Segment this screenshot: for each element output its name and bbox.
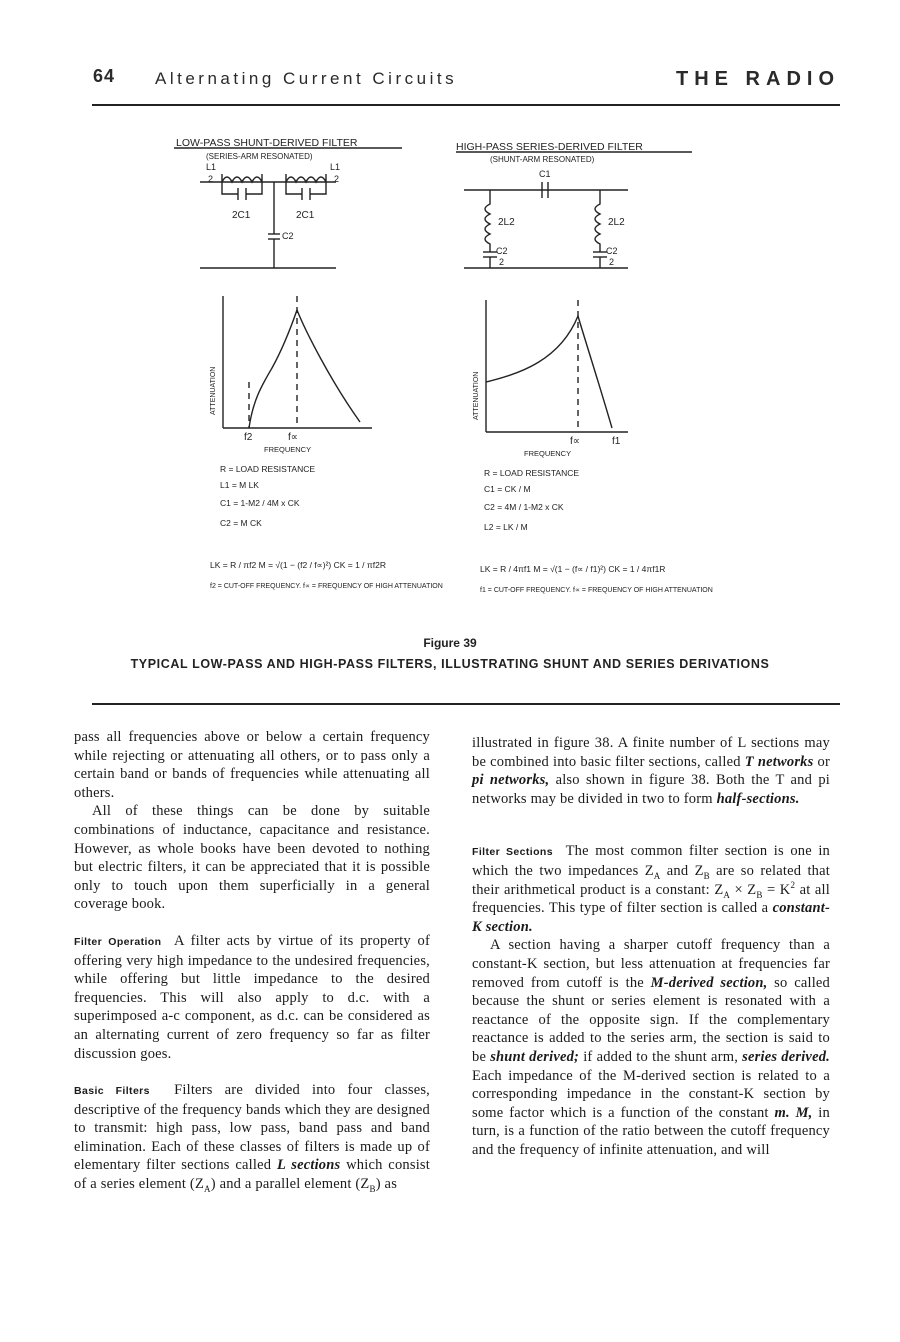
low-pass-cap-right (286, 182, 326, 194)
running-title: Alternating Current Circuits (155, 69, 458, 88)
high-pass-curve (486, 316, 612, 428)
low-pass-eq-2: L1 = M LK (220, 480, 259, 490)
high-pass-coil-left (485, 190, 490, 252)
high-pass-c2-den-right: 2 (609, 257, 615, 267)
t-networks-term: T networks (744, 753, 814, 770)
journal-name: THE RADIO (676, 68, 840, 90)
low-pass-y-label: ATTENUATION (210, 366, 217, 415)
filter-sections-text-f: at all frequencies. This type of filter section is called a (472, 881, 830, 917)
m-derived-text-a: A section having a sharper cutoff frequency than a constant-K section, but less attenuation at frequencies far removed from cutoff is the (472, 937, 830, 991)
low-pass-footnote: f2 = CUT-OFF FREQUENCY. f∝ = FREQUENCY OF HIGH ATTENUATION (210, 583, 443, 590)
figure-caption: TYPICAL LOW-PASS AND HIGH-PASS FILTERS, ILLUSTRATING SHUNT AND SERIES DERIVATIONS (130, 657, 770, 671)
basic-filters-text-b: which consist of a series element (Z (74, 1157, 430, 1193)
m-derived-paragraph (472, 936, 830, 1159)
high-pass-y-label: ATTENUATION (473, 371, 480, 420)
filter-sections-text-b: and Z (660, 862, 704, 879)
low-pass-f2-mark: f2 (244, 432, 253, 443)
high-pass-finf-mark: f∝ (570, 436, 580, 447)
low-pass-cap-left (222, 182, 262, 194)
high-pass-c2-right: C2 (606, 246, 618, 256)
low-pass-title: LOW-PASS SHUNT-DERIVED FILTER (176, 137, 358, 149)
right-p1-text-a: illustrated in figure 38. A finite number of L sections may be combined into basic filter sections, called (472, 735, 830, 770)
filter-operation-paragraph (74, 932, 430, 1063)
constant-k-term: constant-K section. (472, 900, 830, 935)
filter-operation-text: A filter acts by virtue of its property of offering very high impedance to the undesired frequencies, while offering but little impedance to the desired frequencies. This will also apply to d.c. with a superimposed a-c component, as d.c. can be considered as an alternating current of zero frequency so far as filter discussion goes. (74, 932, 430, 1062)
high-pass-eq-3: C2 = 4M / 1-M2 x CK (484, 502, 564, 512)
low-pass-eq-1: R = LOAD RESISTANCE (220, 464, 316, 474)
filter-sections-text-a: The most common filter section is one in which the two impedances Z (472, 843, 830, 879)
m-derived-text-d: Each impedance of the M-derived section is related to a corresponding impedance in the constant-K section by some factor which is a function of the constant (472, 1067, 830, 1121)
header-rule (92, 104, 840, 106)
right-column (472, 734, 830, 1159)
figure-label: Figure 39 (423, 636, 477, 650)
m-derived-term: M-derived section, (650, 974, 768, 991)
basic-filters-heading: Basic Filters (74, 1085, 150, 1098)
m-derived-text-c: if added to the shunt arm, (579, 1048, 743, 1065)
filter-sections-paragraph (472, 842, 830, 936)
basic-filters-text-c: ) and a parallel element (Z (210, 1176, 370, 1193)
low-pass-x-label: FREQUENCY (264, 445, 312, 454)
high-pass-c2-left: C2 (496, 246, 508, 256)
zb-subscript: B (369, 1183, 376, 1194)
caption-rule (92, 703, 840, 705)
high-pass-x-label: FREQUENCY (524, 449, 572, 458)
figure-39-diagram (150, 130, 750, 620)
low-pass-c2-label: C2 (282, 231, 294, 241)
high-pass-eq-1: R = LOAD RESISTANCE (484, 468, 580, 478)
k-squared: 2 (790, 879, 796, 890)
low-pass-coil-left (222, 177, 262, 182)
low-pass-l-half-den-right: 2 (334, 174, 340, 184)
filter-sections-text-d: × Z (730, 881, 757, 898)
high-pass-title: HIGH-PASS SERIES-DERIVED FILTER (456, 141, 643, 153)
low-pass-c1-right: 2C1 (296, 210, 315, 221)
basic-filters-text-a: Filters are divided into four classes, descriptive of the frequency bands which they are designed to transmit: high pass, low pass, band pass and band elimination. Each of these classes of filters is made up of elementary filter sections called (74, 1082, 430, 1174)
basic-filters-text-d: ) as (375, 1176, 398, 1193)
high-pass-eq-4: L2 = LK / M (484, 522, 528, 532)
high-pass-coil-right (595, 190, 600, 252)
low-pass-l-half-right: L1 (330, 162, 341, 172)
za-subscript: A (204, 1183, 211, 1194)
high-pass-footnote: f1 = CUT-OFF FREQUENCY. f∝ = FREQUENCY OF HIGH ATTENUATION (480, 587, 713, 594)
pi-networks-term: pi networks, (472, 772, 550, 789)
high-pass-l-right: 2L2 (608, 217, 625, 228)
left-column (74, 728, 430, 1194)
filter-sections-text-c: are so related that their arithmetical product is a constant: Z (472, 862, 831, 898)
low-pass-eq-4: C2 = M CK (220, 518, 262, 528)
low-pass-coil-right (286, 177, 326, 182)
low-pass-eq-3: C1 = 1-M2 / 4M x CK (220, 498, 300, 508)
low-pass-l-half-left: L1 (206, 162, 217, 172)
za-sub-1: A (653, 870, 661, 881)
low-pass-c1-left: 2C1 (232, 210, 251, 221)
low-pass-subtitle: (SERIES-ARM RESONATED) (206, 152, 313, 161)
basic-filters-paragraph (74, 1081, 430, 1194)
right-paragraph-1 (472, 734, 830, 808)
low-pass-constants: LK = R / πf2 M = √(1 − (f2 / f∝)²) CK = 1 / πf2R (210, 560, 386, 570)
high-pass-l-left: 2L2 (498, 217, 515, 228)
filter-sections-heading: Filter Sections (472, 846, 553, 859)
low-pass-curve (249, 310, 360, 428)
za-sub-2: A (723, 889, 731, 900)
low-pass-finf-mark: f∝ (288, 432, 298, 443)
m-derived-text-b: so called because the shunt or series element is resonated with a reactance of the opposite sign. If the complementary reactance is added to the series arm, the section is said to be (472, 974, 831, 1065)
shunt-derived-term: shunt derived; (490, 1048, 580, 1065)
m-derived-text-e: in turn, is a function of the ratio between the cutoff frequency and the frequency of infinite attenuation, and will (472, 1104, 830, 1158)
right-p1-text-c: also shown in figure 38. Both the T and pi networks may be divided in two to form (472, 772, 830, 807)
high-pass-eq-2: C1 = CK / M (484, 484, 531, 494)
filter-sections-text-e: = K (762, 881, 791, 898)
half-sections-term: half-sections. (716, 790, 800, 807)
high-pass-subtitle: (SHUNT-ARM RESONATED) (490, 155, 595, 164)
high-pass-constants: LK = R / 4πf1 M = √(1 − (f∝ / f1)²) CK = 1 / 4πf1R (480, 564, 666, 574)
l-sections-term: L sections (276, 1157, 341, 1174)
zb-sub-1: B (703, 870, 710, 881)
filter-operation-heading: Filter Operation (74, 935, 162, 948)
m-constant-term: m. M, (774, 1104, 813, 1121)
left-paragraph-2: All of these things can be done by suitable combinations of inductance, capacitance and resistance. However, as whole books have been devoted to nothing but electric filters, it can be appreciated that it is possible only to touch upon them superficially in a general coverage book. (74, 803, 430, 913)
left-paragraph-1: pass all frequencies above or below a certain frequency while rejecting or attenuating all others, or to pass only a certain band or bands of frequencies while attenuating all others. (74, 729, 430, 801)
page-number: 64 (93, 66, 116, 86)
high-pass-c1-label: C1 (539, 169, 551, 179)
right-p1-text-b: or (813, 753, 831, 770)
high-pass-f1-mark: f1 (612, 436, 621, 447)
high-pass-c2-den-left: 2 (499, 257, 505, 267)
zb-sub-2: B (756, 889, 763, 900)
low-pass-l-half-den-left: 2 (208, 174, 214, 184)
series-derived-term: series derived. (742, 1048, 830, 1065)
